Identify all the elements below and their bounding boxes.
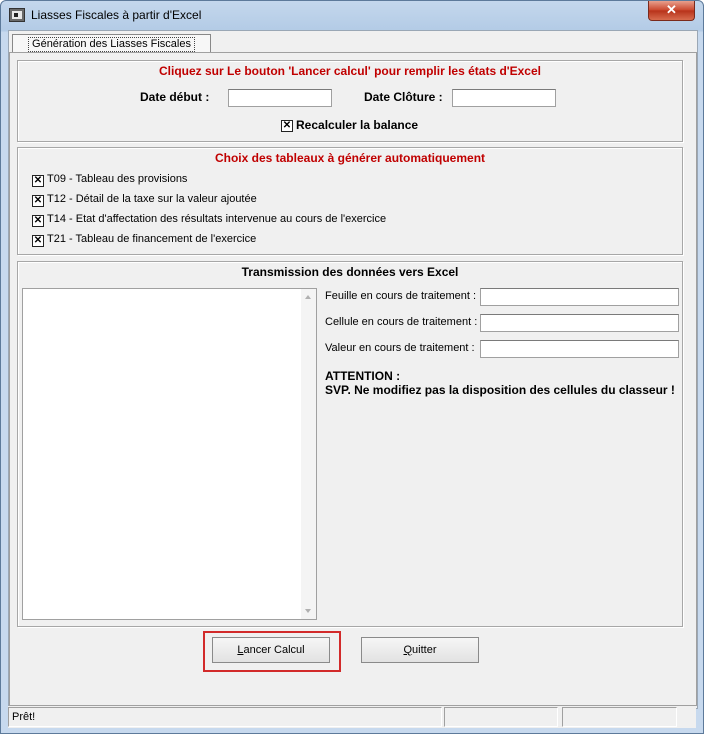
- status-panel-2: [444, 707, 558, 727]
- calc-group: [17, 60, 683, 142]
- title-bar[interactable]: [1, 1, 703, 29]
- quitter-mnemonic: Q: [403, 644, 413, 656]
- log-scrollbar[interactable]: [301, 289, 316, 619]
- cellule-input[interactable]: [480, 314, 679, 332]
- close-button[interactable]: ✕: [648, 1, 695, 21]
- t09-label: T09 - Tableau des provisions: [47, 173, 188, 185]
- attention-title: ATTENTION :: [325, 369, 401, 383]
- recalc-label: Recalculer la balance: [296, 118, 419, 132]
- valeur-input[interactable]: [480, 340, 679, 358]
- status-text: Prêt!: [8, 707, 442, 727]
- date-cloture-input[interactable]: [452, 89, 556, 107]
- tables-heading: Choix des tableaux à générer automatiquement: [214, 151, 486, 165]
- valeur-label: Valeur en cours de traitement :: [325, 342, 475, 354]
- attention-text: SVP. Ne modifiez pas la disposition des cellules du classeur !: [325, 383, 675, 397]
- t12-label: T12 - Détail de la taxe sur la valeur ajoutée: [47, 193, 257, 205]
- t14-label: T14 - Etat d'affectation des résultats intervenue au cours de l'exercice: [47, 213, 387, 225]
- t14-checkbox[interactable]: ✕: [33, 215, 43, 226]
- tab-generation[interactable]: [12, 34, 211, 53]
- log-memo[interactable]: [22, 288, 317, 620]
- lancer-calcul-button[interactable]: [212, 637, 330, 663]
- t21-label: T21 - Tableau de financement de l'exercice: [47, 233, 257, 245]
- t12-checkbox[interactable]: ✕: [33, 195, 43, 206]
- client-area: [8, 30, 698, 709]
- status-panel-3: [562, 707, 677, 727]
- feuille-input[interactable]: [480, 288, 679, 306]
- lancer-label: ancer Calcul: [243, 644, 305, 656]
- status-bar: [8, 706, 696, 728]
- quitter-button[interactable]: [361, 637, 479, 663]
- quitter-label: uitter: [412, 644, 437, 656]
- tab-panel: [9, 52, 697, 706]
- t21-checkbox[interactable]: ✕: [33, 235, 43, 246]
- date-debut-label: Date début :: [140, 90, 210, 104]
- t09-checkbox[interactable]: ✕: [33, 175, 43, 186]
- tables-group: [17, 147, 683, 255]
- recalc-checkbox[interactable]: ✕: [282, 120, 292, 131]
- feuille-label: Feuille en cours de traitement :: [325, 290, 477, 302]
- calc-heading: Cliquez sur Le bouton 'Lancer calcul' pour remplir les états d'Excel: [159, 64, 541, 78]
- date-cloture-label: Date Clôture :: [364, 90, 443, 104]
- date-debut-input[interactable]: [228, 89, 332, 107]
- scroll-down-icon[interactable]: [305, 609, 311, 613]
- cellule-label: Cellule en cours de traitement :: [325, 316, 478, 328]
- lancer-mnemonic: L: [237, 644, 244, 656]
- transmission-group: [17, 261, 683, 627]
- app-icon: [9, 8, 25, 22]
- scroll-up-icon[interactable]: [305, 295, 311, 299]
- window-title: Liasses Fiscales à partir d'Excel: [31, 8, 202, 22]
- transmission-heading: Transmission des données vers Excel: [241, 265, 459, 279]
- tab-label: Génération des Liasses Fiscales: [28, 37, 195, 52]
